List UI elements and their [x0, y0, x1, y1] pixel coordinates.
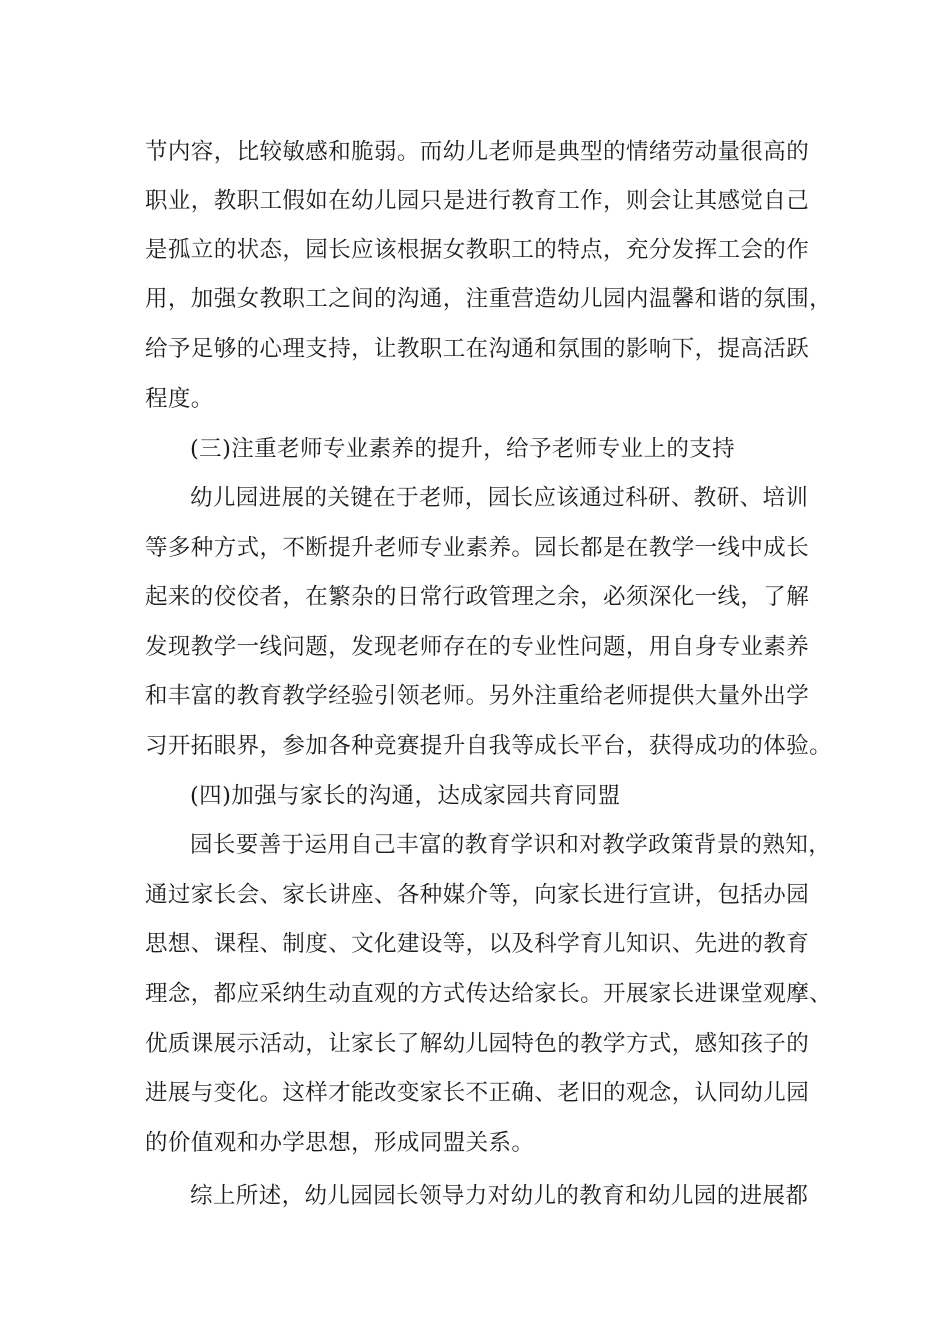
section-heading: (四)加强与家长的沟通，达成家园共育同盟 [190, 783, 621, 809]
text-line: 通过家长会、家长讲座、各种媒介等，向家长进行宣讲，包括办园 [145, 882, 810, 908]
text-line: 习开拓眼界，参加各种竞赛提升自我等成长平台，获得成功的体验。 [145, 733, 833, 759]
text-line: 节内容，比较敏感和脆弱。而幼儿老师是典型的情绪劳动量很高的 [145, 139, 810, 165]
text-line: 是孤立的状态，园长应该根据女教职工的特点，充分发挥工会的作 [145, 237, 810, 263]
text-line: 给予足够的心理支持，让教职工在沟通和氛围的影响下，提高活跃 [145, 336, 810, 362]
text-line: 程度。 [145, 386, 214, 412]
text-line: 幼儿园进展的关键在于老师，园长应该通过科研、教研、培训 [190, 485, 809, 511]
text-line: 和丰富的教育教学经验引领老师。另外注重给老师提供大量外出学 [145, 683, 810, 709]
text-line: 等多种方式，不断提升老师专业素养。园长都是在教学一线中成长 [145, 535, 810, 561]
text-line: 用，加强女教职工之间的沟通，注重营造幼儿园内温馨和谐的氛围， [145, 286, 833, 312]
text-line: 发现教学一线问题，发现老师存在的专业性问题，用自身专业素养 [145, 634, 810, 660]
text-line: 的价值观和办学思想，形成同盟关系。 [145, 1130, 535, 1156]
text-line: 职业，教职工假如在幼儿园只是进行教育工作，则会让其感觉自己 [145, 188, 810, 214]
text-line: 思想、课程、制度、文化建设等，以及科学育儿知识、先进的教育 [145, 931, 810, 957]
text-line: 园长要善于运用自己丰富的教育学识和对教学政策背景的熟知， [190, 832, 832, 858]
text-line: 进展与变化。这样才能改变家长不正确、老旧的观念，认同幼儿园 [145, 1080, 810, 1106]
text-line: 起来的佼佼者，在繁杂的日常行政管理之余，必须深化一线，了解 [145, 584, 810, 610]
text-line: 理念，都应采纳生动直观的方式传达给家长。开展家长进课堂观摩、 [145, 981, 833, 1007]
text-line: 优质课展示活动，让家长了解幼儿园特色的教学方式，感知孩子的 [145, 1031, 810, 1057]
section-heading: (三)注重老师专业素养的提升，给予老师专业上的支持 [190, 436, 736, 462]
text-line: 综上所述，幼儿园园长领导力对幼儿的教育和幼儿园的进展都 [190, 1183, 809, 1209]
